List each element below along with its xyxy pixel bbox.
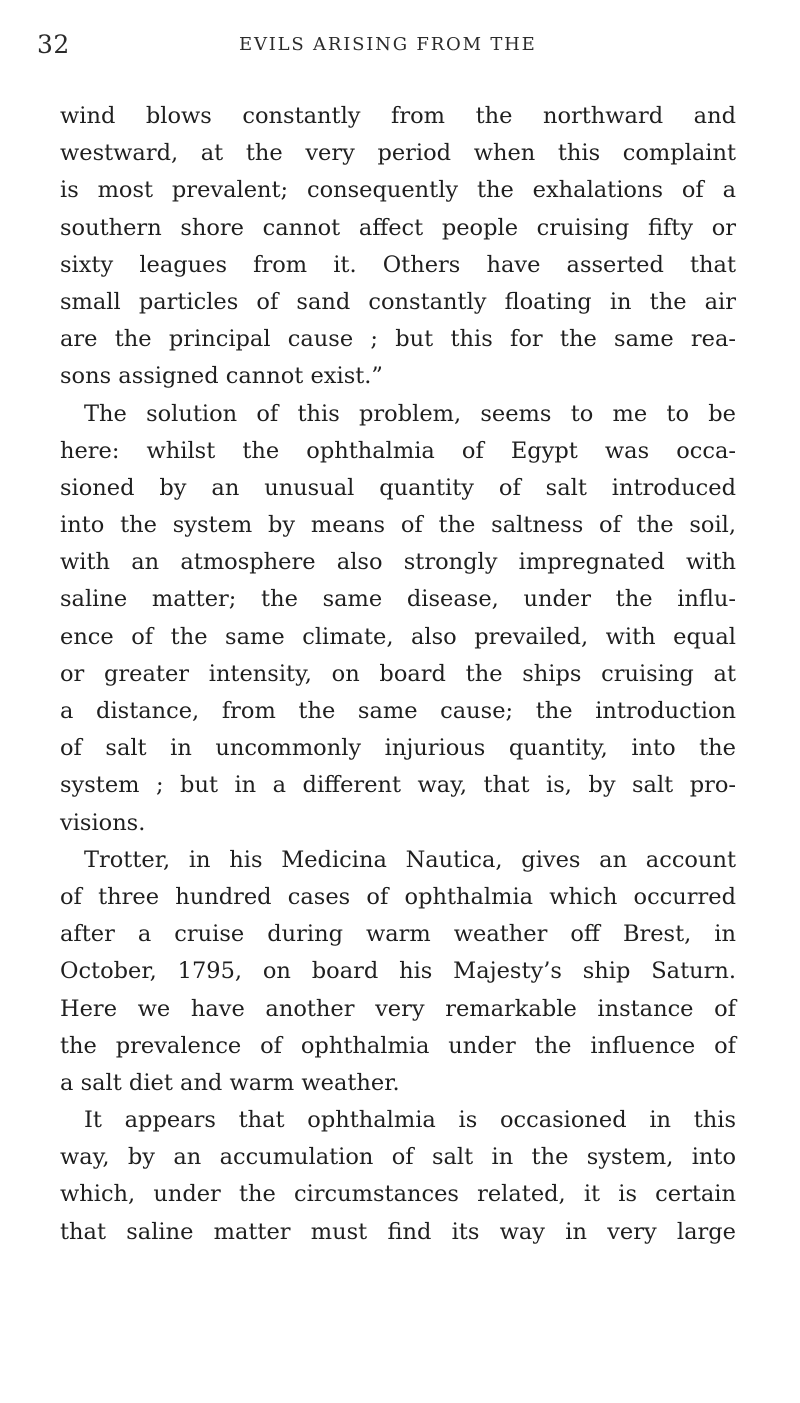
text-line: Here we have another very remarkable instance of xyxy=(60,995,736,1022)
text-line: is most prevalent; consequently the exhalations of a xyxy=(60,177,736,204)
text-line: the prevalence of ophthalmia under the influence of xyxy=(60,1032,736,1059)
text-line: small particles of sand constantly floating in the air xyxy=(60,288,736,315)
text-line: after a cruise during warm weather off Brest, in xyxy=(60,921,736,948)
text-line: October, 1795, on board his Majesty’s ship Saturn. xyxy=(60,958,736,985)
paragraph-first-line: It appears that ophthalmia is occasioned in this xyxy=(84,1107,736,1134)
text-line: of salt in uncommonly injurious quantity, into the xyxy=(60,735,736,762)
text-line: sixty leagues from it. Others have asserted that xyxy=(60,251,736,278)
body-text xyxy=(60,98,736,1251)
text-line: into the system by means of the saltness of the soil, xyxy=(60,512,736,539)
running-title: EVILS ARISING FROM THE xyxy=(239,34,537,55)
text-line: are the principal cause ; but this for the same rea- xyxy=(60,326,736,353)
text-line: sons assigned cannot exist.” xyxy=(60,363,383,390)
text-line: or greater intensity, on board the ships cruising at xyxy=(60,660,736,687)
page-number: 32 xyxy=(37,30,70,59)
text-line: which, under the circumstances related, it is certain xyxy=(60,1181,736,1208)
text-line: sioned by an unusual quantity of salt introduced xyxy=(60,474,736,501)
text-line: westward, at the very period when this complaint xyxy=(60,140,736,167)
paragraph-first-line: Trotter, in his Medicina Nautica, gives an account xyxy=(84,846,736,873)
text-line: here: whilst the ophthalmia of Egypt was occa- xyxy=(60,437,736,464)
text-line: system ; but in a different way, that is, by salt pro- xyxy=(60,772,736,799)
text-line: of three hundred cases of ophthalmia which occurred xyxy=(60,883,736,910)
text-line: a distance, from the same cause; the introduction xyxy=(60,698,736,724)
running-head xyxy=(37,30,740,66)
paragraph-first-line: The solution of this problem, seems to me to be xyxy=(84,400,736,427)
text-line: visions. xyxy=(60,809,146,836)
text-line: with an atmosphere also strongly impregnated with xyxy=(60,549,736,576)
text-line: ence of the same climate, also prevailed, with equal xyxy=(60,623,736,650)
text-line: southern shore cannot affect people cruising fifty or xyxy=(60,214,736,241)
text-line: way, by an accumulation of salt in the system, into xyxy=(60,1144,736,1171)
text-line: saline matter; the same disease, under the influ- xyxy=(60,586,736,613)
text-line: wind blows constantly from the northward and xyxy=(60,103,736,129)
text-line: that saline matter must find its way in very large xyxy=(60,1218,736,1245)
text-line: a salt diet and warm weather. xyxy=(60,1069,400,1096)
